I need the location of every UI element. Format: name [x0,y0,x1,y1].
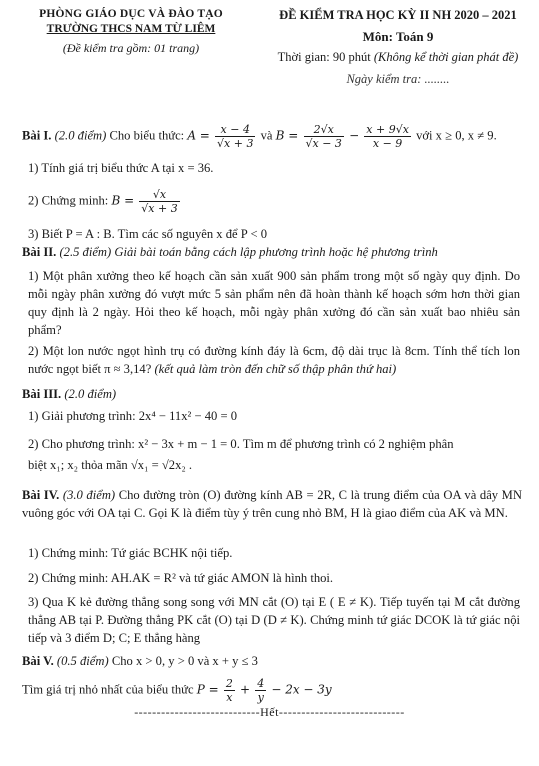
bai1-intro: Cho biểu thức: [109,128,185,143]
expr-a-fraction [215,123,255,150]
bai5-statement [22,653,258,670]
expr-p-denominator-1: x [226,691,233,704]
bai2-q2-note: (kết quả làm tròn đến chữ số thập phân thứ hai) [154,362,397,376]
bai2-q2-text: 2) Một lon nước ngọt hình trụ có đường kính đáy là 6cm, độ dài trục là 8cm. Tính thể tích lon nước ngọt biết π ≈ 3,14? [28,344,520,376]
bai1-points: (2.0 điểm) [54,128,107,143]
expr-p-fraction-2 [255,677,266,704]
expr-p-fraction-1 [224,677,235,704]
bai1-question-1: 1) Tính giá trị biểu thức A tại x = 36. [28,161,214,175]
bai2-statement [22,244,438,261]
end-marker: ----------------------------Hết---------------------------- [134,705,405,719]
expr-p-numerator-2: 4 [257,677,265,690]
exam-date: Ngày kiểm tra: ........ [346,72,450,86]
bai2-question-1: 1) Một phân xưởng theo kế hoạch cần sản xuất 900 sản phẩm trong một số ngày quy định. Do mỗi ngày phân xưởng đó vượt mức 5 sản phẩm nên đã hoàn thành kế hoạch sớm hơn thời gian quy định là 2 ngày. Hỏi theo kế hoạch, mỗi ngày phân xưởng đó cần sản xuất bao nhiêu sản phẩm? [28,269,520,337]
expr-p-numerator-1: 2 [225,677,233,690]
subject: Môn: Toán 9 [362,29,434,44]
expr-a-label: A = [187,128,210,143]
bai1-question-2 [28,188,182,215]
header-right [262,8,534,87]
bai3-question-1: 1) Giải phương trình: 2x⁴ − 11x² − 40 = 0 [28,409,237,423]
expr-b-fraction-2 [364,123,411,150]
school-name: TRƯỜNG THCS NAM TỪ LIÊM [46,23,216,35]
bai3-question-2a: 2) Cho phương trình: x² − 3x + m − 1 = 0. Tìm m để phương trình có 2 nghiệm phân [28,437,454,451]
expr-a-denominator: √x + 3 [217,137,254,150]
bai5-question-prefix: Tìm giá trị nhỏ nhất của biểu thức [22,682,194,697]
bai1-label: Bài I. [22,128,52,143]
bai5-points: (0.5 điểm) [56,654,109,668]
bai3-question-2b: biệt x₁; x₂ thỏa mãn √x₁ = √2x₂ . [28,458,193,472]
and-word: và [260,128,273,143]
bai1-question-3: 3) Biết P = A : B. Tìm các số nguyên x để P < 0 [28,227,268,241]
bai5-condition: Cho x > 0, y > 0 và x + y ≤ 3 [111,654,258,668]
bai4-points: (3.0 điểm) [62,488,116,502]
bai4-intro: Cho đường tròn (O) đường kính AB = 2R, C là trung điểm của OA và dây MN vuông góc với OA tại C. Gọi K là điểm tùy ý trên cung nhỏ BM, H là giao điểm của AK và MN. [22,488,522,520]
expr-b-numerator-2: x + 9√x [366,123,409,136]
bai4-statement [22,486,522,522]
bai2-points: (2.5 điểm) Giải bài toán bằng cách lập phương trình hoặc hệ phương trình [59,245,438,259]
bai1-q2-denominator: √x + 3 [141,202,178,215]
expr-b-fraction-1 [304,123,344,150]
expr-p-denominator-2: y [257,691,264,704]
bai1-condition: với x ≥ 0, x ≠ 9. [416,128,497,143]
bai1-statement [22,123,497,150]
bai4-question-1: 1) Chứng minh: Tứ giác BCHK nội tiếp. [28,546,233,560]
bai2-question-2 [28,342,520,378]
department-name: PHÒNG GIÁO DỤC VÀ ĐÀO TẠO [39,8,223,20]
bai1-q2-numerator: √x [139,188,179,202]
expr-p-tail: − 2x − 3y [271,682,332,697]
bai1-q2-fraction [139,188,179,215]
exam-title: ĐỀ KIỂM TRA HỌC KỲ II NH 2020 – 2021 [279,8,517,22]
exam-time [262,50,534,65]
bai1-q2-lhs: B = [111,193,135,208]
bai3-statement [22,386,116,403]
expr-b-label: B = [275,128,299,143]
plus-sign: + [239,682,251,697]
bai4-question-2: 2) Chứng minh: AH.AK = R² và tứ giác AMON là hình thoi. [28,571,334,585]
time-label: Thời gian: 90 phút [277,50,371,64]
bai4-label: Bài IV. [22,488,60,502]
time-note: (Không kể thời gian phát đề) [373,50,519,64]
bai1-q2-prefix: 2) Chứng minh: [28,193,109,208]
bai2-label: Bài II. [22,245,57,259]
expr-b-numerator-1: 2√x [304,123,344,137]
header-left [6,8,256,56]
minus-sign: − [349,128,360,143]
expr-a-numerator: x − 4 [215,123,255,137]
bai3-label: Bài III. [22,387,62,401]
bai3-points: (2.0 điểm) [64,387,117,401]
expr-b-denominator-2: x − 9 [372,137,403,150]
bai5-question [22,677,332,704]
bai4-question-3: 3) Qua K kẻ đường thẳng song song với MN cắt (O) tại E ( E ≠ K). Tiếp tuyến tại M cắt đường thẳng AB tại P. Đường thẳng PK cắt (O) tại D (D ≠ K). Chứng minh tứ giác DCOK là tứ giác nội tiếp và 3 điểm D; C; E thẳng hàng [28,595,520,645]
expr-b-denominator-1: √x − 3 [305,137,342,150]
expr-p-label: P = [196,682,219,697]
page-count-note: (Đề kiểm tra gồm: 01 trang) [62,41,200,55]
bai5-label: Bài V. [22,654,54,668]
